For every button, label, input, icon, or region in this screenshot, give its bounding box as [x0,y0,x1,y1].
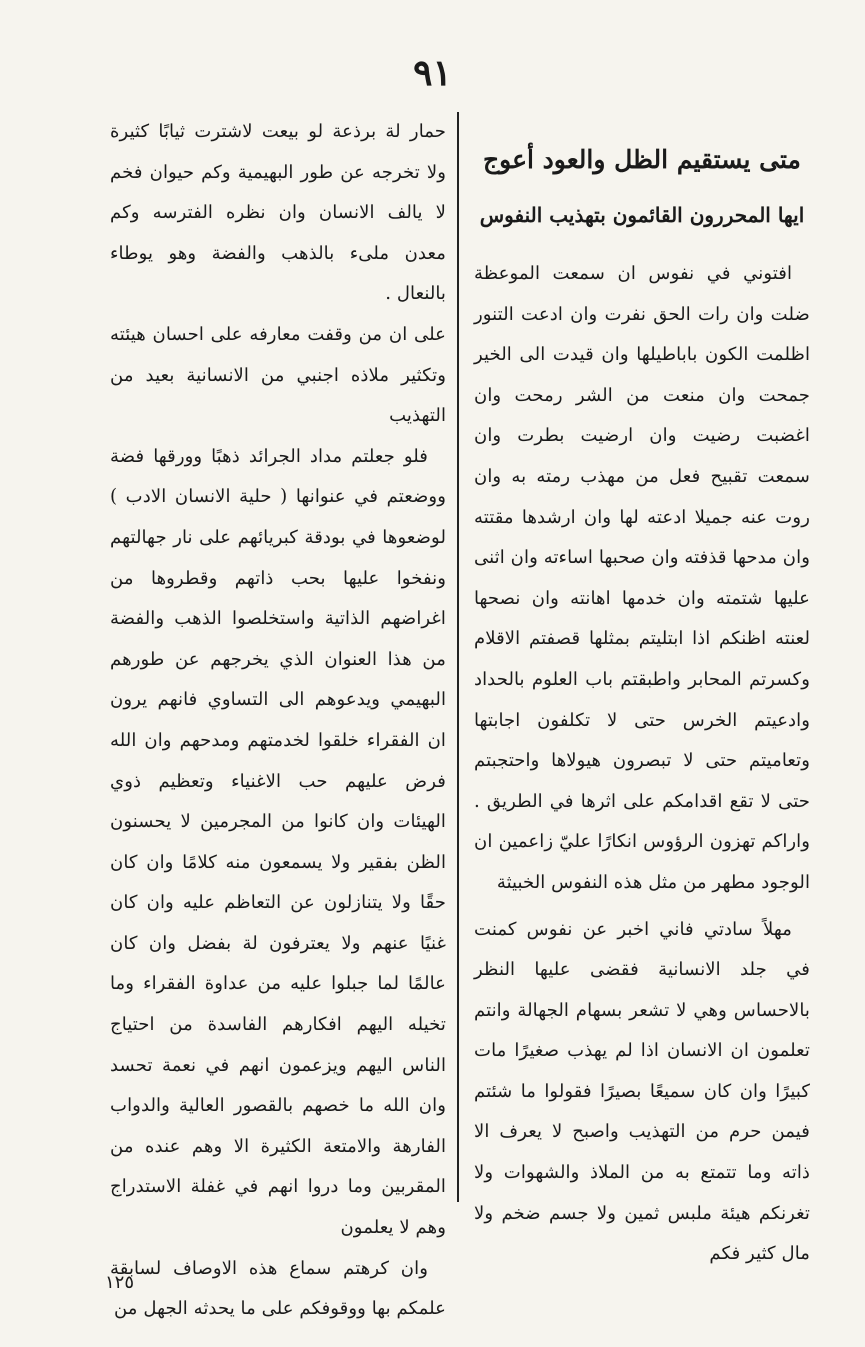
right-column [474,112,810,1275]
article-subtitle: ايها المحررون القائمون بتهذيب النفوس [479,203,805,227]
paragraph: افتوني في نفوس ان سمعت الموعظة ضلت وان رات الحق نفرت وان ادعت التنور اظلمت الكون باباطيلها وان قيدت الى الخير جمحت وان منعت من الشر رمحت وان اغضبت رضيت وان ارضيت بطرت وان سمعت تقبيح فعل من مهذب رمته به وان روت عنه جميلا ادعته لها وان ارشدها مقتته وان مدحها قذفته وان صحبها اساءته وان اثنى عليها شتمته وان خدمها اهانته وان نصحها لعنته اظنكم اذا ابتليتم بمثلها قصفتم الاقلام وكسرتم المحابر واطبقتم باب العلوم بالحداد وادعيتم الخرس حتى لا تكلفون اجابتها وتعاميتم حتى لا تبصرون هيولاها واحتجبتم حتى لا تقع اقدامكم على اثرها في الطريق . واراكم تهزون الرؤوس انكارًا عليّ زاعمين ان الوجود مطهر من مثل هذه النفوس الخبيثة [474,263,810,893]
paragraph: وان كرهتم سماع هذه الاوصاف لسابقة علمكم بها ووقوفكم على ما يحدثه الجهل من [110,1257,446,1320]
footer-number: ١٢٥ [105,1272,135,1293]
paragraph: فلو جعلتم مداد الجرائد ذهبًا وورقها فضة ووضعتم في عنوانها ( حلية الانسان الادب ) لوضعوها في بودقة كبريائهم على نار جهالتهم ونفخوا عليها بحب ذاتهم وقطروها من اغراضهم الذاتية واستخلصوا الذهب والفضة من هذا العنوان الذي يخرجهم عن طورهم البهيمي ويدعوهم الى التساوي فانهم يرون ان الفقراء خلقوا لخدمتهم ومدحهم وان الله فرض عليهم حب الاغنياء وتعظيم ذوي الهيئات وان كانوا من المجرمين لا يحسنون الظن بفقير ولا يسمعون منه كلامًا وان كان حقًا ولا يتنازلون عن التعاظم عليه وان كان غنيًا عنهم ولا يعترفون لة بفضل وان كان عالمًا لما جبلوا عليه من عداوة الفقراء وما تخيله اليهم افكارهم الفاسدة من احتياج الناس اليهم ويزعمون انهم في نعمة تحسد وان الله ما خصهم بالقصور العالية والدواب الفارهة والامتعة الكثيرة الا وهم عنده من المقربين وما دروا انهم في غفلة الاستدراج وهم لا يعلمون [110,445,446,1239]
paragraph: حمار لة برذعة لو بيعت لاشترت ثيابًا كثيرة ولا تخرجه عن طور البهيمية وكم حيوان فخم لا يالف الانسان وان نظره الفترسه وكم معدن ملىء بالذهب والفضة وهو يوطاء بالنعال . [110,121,446,305]
page-number: ٩١ [413,52,452,94]
article-title: متى يستقيم الظل والعود أعوج [483,145,801,174]
paragraph: على ان من وقفت معارفه على احسان هيئته وتكثير ملاذه اجنبي من الانسانية بعيد من التهذيب [110,323,446,427]
paragraph: مهلاً سادتي فاني اخبر عن نفوس كمنت في جلد الانسانية فقضى عليها النظر بالاحساس وهي لا تشعر بسهام الجهالة وانتم تعلمون ان الانسان اذا لم يهذب صغيرًا مات كبيرًا وان كان سميعًا بصيرًا فقولوا ما شئتم فيمن حرم من التهذيب واصبح لا يعرف الا ذاته وما تتمتع به من الملاذ والشهوات ولا تغرنكم هيئة ملبس ثمين ولا جسم ضخم ولا مال كثير فكم [474,918,810,1265]
left-column [110,112,446,1330]
